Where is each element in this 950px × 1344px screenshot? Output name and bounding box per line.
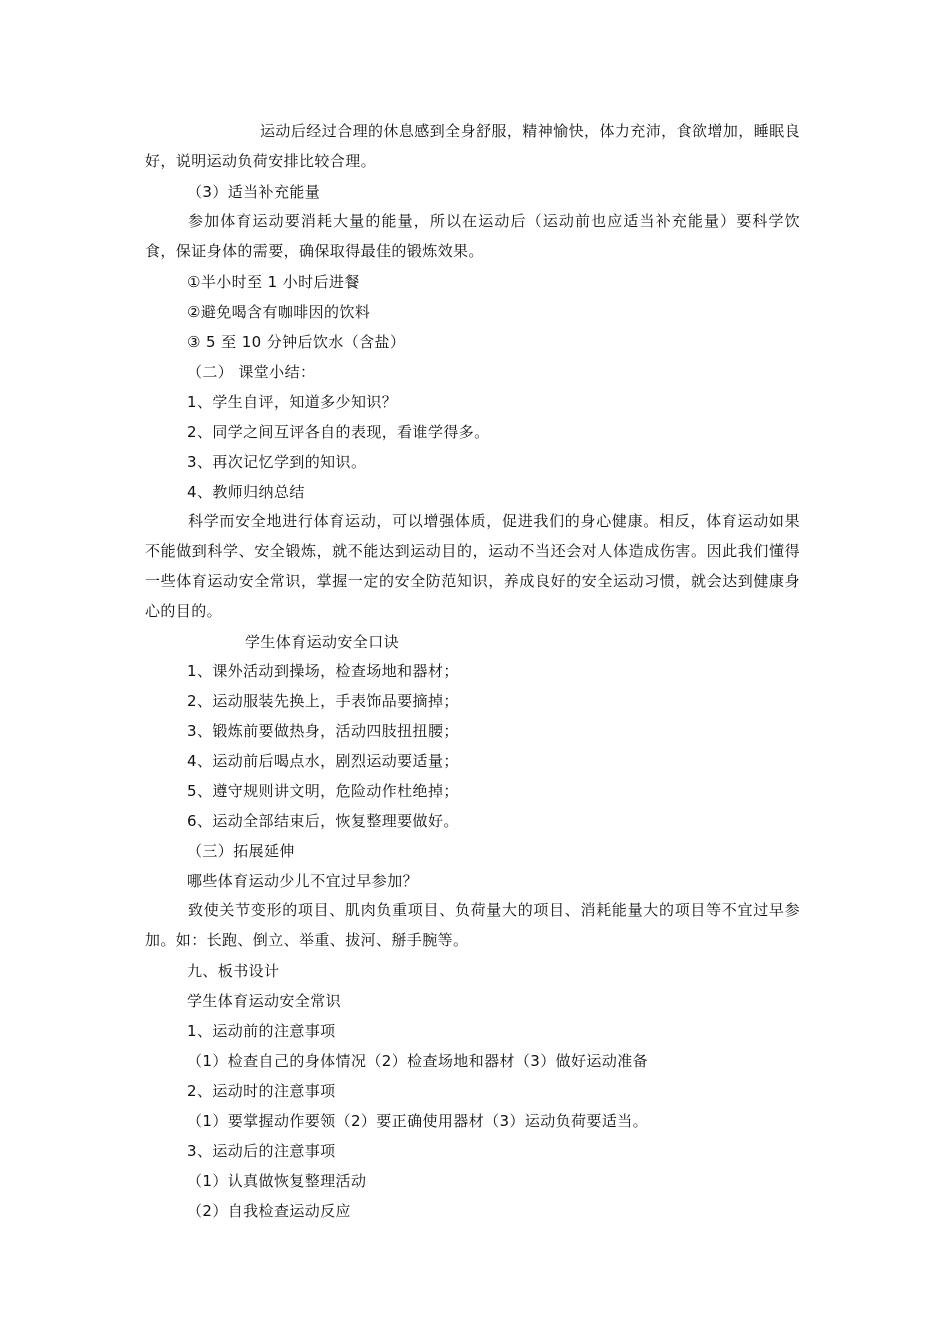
rhyme-line-1: 1、课外活动到操场，检查场地和器材；: [187, 662, 459, 680]
extend-question: 哪些体育运动少儿不宜过早参加？: [187, 872, 419, 890]
energy-item-1: ①半小时至 1 小时后进餐: [187, 273, 360, 291]
board-section-3-item-1: （1）认真做恢复整理活动: [187, 1172, 367, 1190]
summary-item-1: 1、学生自评，知道多少知识？: [187, 393, 398, 411]
rhyme-title: 学生体育运动安全口诀: [245, 633, 400, 651]
summary-item-3: 3、再次记忆学到的知识。: [187, 453, 367, 471]
rhyme-line-6: 6、运动全部结束后，恢复整理要做好。: [187, 812, 459, 830]
board-section-3: 3、运动后的注意事项: [187, 1142, 336, 1160]
summary-item-4: 4、教师归纳总结: [187, 483, 305, 501]
board-section-1-items: （1）检查自己的身体情况（2）检查场地和器材（3）做好运动准备: [187, 1052, 649, 1070]
energy-heading: （3）适当补充能量: [187, 183, 321, 201]
paragraph-rest-effect: 运动后经过合理的休息感到全身舒服，精神愉快，体力充沛，食欲增加，睡眠良好，说明运动负荷安排比较合理。: [145, 122, 800, 170]
rhyme-line-2: 2、运动服装先换上，手表饰品要摘掉；: [187, 692, 459, 710]
board-title: 学生体育运动安全常识: [187, 992, 342, 1010]
rhyme-line-4: 4、运动前后喝点水，剧烈运动要适量；: [187, 752, 459, 770]
paragraph-extend-answer: 致使关节变形的项目、肌肉负重项目、负荷量大的项目、消耗能量大的项目等不宜过早参加。如：长跑、倒立、举重、拔河、掰手腕等。: [145, 901, 800, 949]
board-heading: 九、板书设计: [187, 962, 280, 980]
energy-item-2: ②避免喝含有咖啡因的饮料: [187, 303, 371, 321]
board-section-2-items: （1）要掌握动作要领（2）要正确使用器材（3）运动负荷要适当。: [187, 1112, 649, 1130]
board-section-2: 2、运动时的注意事项: [187, 1082, 336, 1100]
board-section-1: 1、运动前的注意事项: [187, 1022, 336, 1040]
summary-item-2: 2、同学之间互评各自的表现，看谁学得多。: [187, 423, 490, 441]
board-section-3-item-2: （2）自我检查运动反应: [187, 1202, 351, 1220]
paragraph-summary-body: 科学而安全地进行体育运动，可以增强体质，促进我们的身心健康。相反，体育运动如果不能做到科学、安全锻炼，就不能达到运动目的，运动不当还会对人体造成伤害。因此我们懂得一些体育运动安全常识，掌握一定的安全防范知识，养成良好的安全运动习惯，就会达到健康身心的目的。: [145, 512, 800, 620]
rhyme-line-5: 5、遵守规则讲文明，危险动作杜绝掉；: [187, 782, 459, 800]
summary-heading: （二） 课堂小结：: [187, 363, 316, 381]
paragraph-energy-body: 参加体育运动要消耗大量的能量，所以在运动后（运动前也应适当补充能量）要科学饮食，保证身体的需要，确保取得最佳的锻炼效果。: [145, 212, 800, 260]
extend-heading: （三）拓展延伸: [187, 842, 295, 860]
rhyme-line-3: 3、锻炼前要做热身，活动四肢扭扭腰；: [187, 722, 459, 740]
energy-item-3: ③ 5 至 10 分钟后饮水（含盐）: [187, 333, 406, 351]
